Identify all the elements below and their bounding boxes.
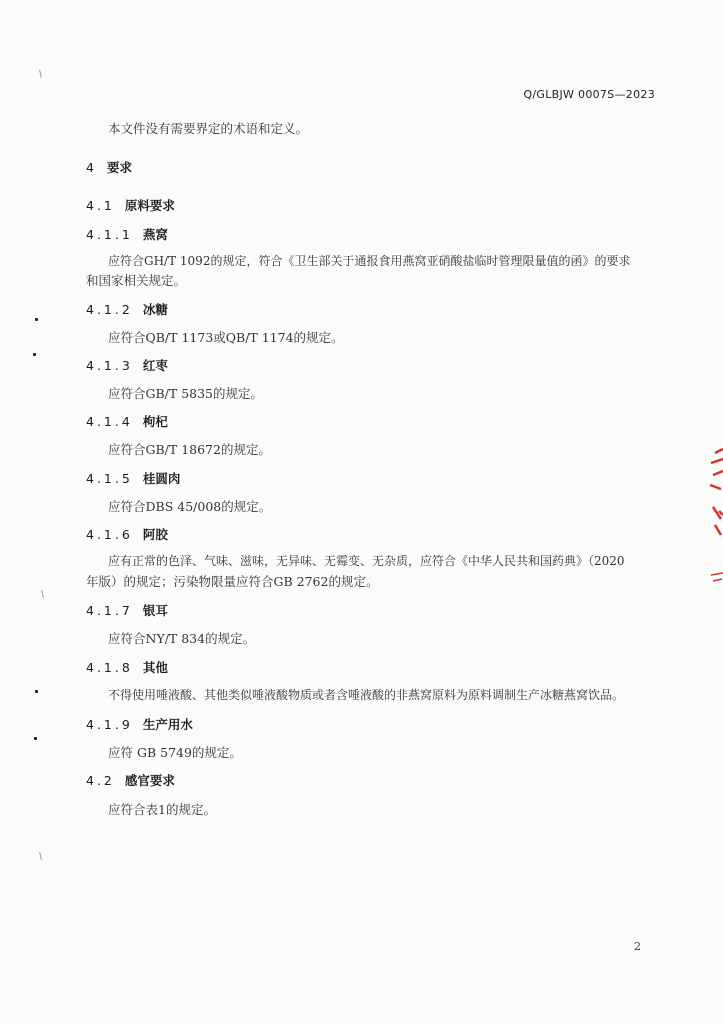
subsection-text: 应符 GB 5749的规定。 (108, 745, 242, 760)
subsection-text: 年版）的规定；污染物限量应符合GB 2762的规定。 (86, 574, 379, 589)
page-number: 2 (634, 940, 641, 953)
subsection-text: 应有正常的色泽、气味、滋味，无异味、无霉变、无杂质，应符合《中华人民共和国药典》（2020 (108, 554, 625, 568)
subsection-number: 4.1.2 (86, 302, 133, 317)
subsection-title: 其他 (142, 660, 168, 675)
subsection-heading (86, 300, 168, 318)
subsection-heading (86, 356, 168, 374)
subsection-heading (86, 601, 168, 619)
scan-speck (33, 353, 36, 356)
red-seal-fragment (701, 445, 723, 595)
subsection-title: 燕窝 (142, 227, 168, 242)
subsection-text: 应符合GH/T 1092的规定，符合《卫生部关于通报食用燕窝亚硝酸盐临时管理限量值的函》的要求 (108, 254, 631, 268)
section-text: 应符合表1的规定。 (108, 802, 216, 817)
subsection-text: 应符合GB/T 5835的规定。 (108, 386, 264, 401)
section-number: 4 (86, 160, 97, 175)
subsection-number: 4.1.3 (86, 358, 133, 373)
section-number: 4.2 (86, 773, 115, 788)
scan-speck (35, 318, 38, 321)
subsection-text: 不得使用唾液酸、其他类似唾液酸物质或者含唾液酸的非燕窝原料为原料调制生产冰糖燕窝饮品。 (108, 688, 625, 702)
section-heading-4 (86, 158, 132, 176)
section-title: 感官要求 (124, 773, 175, 788)
subsection-text: 应符合QB/T 1173或QB/T 1174的规定。 (108, 330, 344, 345)
subsection-number: 4.1.7 (86, 603, 133, 618)
section-title: 要求 (106, 160, 132, 175)
subsection-title: 红枣 (142, 358, 168, 373)
subsection-heading (86, 658, 168, 676)
subsection-title: 枸杞 (142, 414, 168, 429)
subsection-heading (86, 225, 168, 243)
document-code: Q/GLBJW 0007S—2023 (523, 88, 655, 101)
subsection-text: 应符合GB/T 18672的规定。 (108, 442, 271, 457)
section-number: 4.1 (86, 198, 115, 213)
subsection-number: 4.1.5 (86, 471, 133, 486)
subsection-heading (86, 469, 180, 487)
subsection-title: 桂圆肉 (142, 471, 181, 486)
subsection-number: 4.1.8 (86, 660, 133, 675)
scan-mark (39, 70, 42, 78)
section-heading-4-2 (86, 771, 175, 789)
subsection-text: 应符合DBS 45/008的规定。 (108, 499, 272, 514)
subsection-number: 4.1.1 (86, 227, 133, 242)
subsection-number: 4.1.9 (86, 717, 133, 732)
subsection-title: 冰糖 (142, 302, 168, 317)
scan-speck (35, 690, 38, 693)
subsection-title: 阿胶 (142, 527, 168, 542)
section-heading-4-1 (86, 196, 175, 214)
subsection-number: 4.1.6 (86, 527, 133, 542)
subsection-heading (86, 412, 168, 430)
scan-speck (34, 737, 37, 740)
subsection-number: 4.1.4 (86, 414, 133, 429)
subsection-title: 银耳 (142, 603, 168, 618)
subsection-heading (86, 525, 168, 543)
subsection-heading (86, 715, 193, 733)
subsection-title: 生产用水 (142, 717, 193, 732)
section-title: 原料要求 (124, 198, 175, 213)
intro-text: 本文件没有需要界定的术语和定义。 (108, 121, 309, 136)
scan-mark (39, 852, 42, 860)
scan-mark (41, 590, 44, 598)
subsection-text: 和国家相关规定。 (86, 273, 187, 288)
subsection-text: 应符合NY/T 834的规定。 (108, 631, 256, 646)
